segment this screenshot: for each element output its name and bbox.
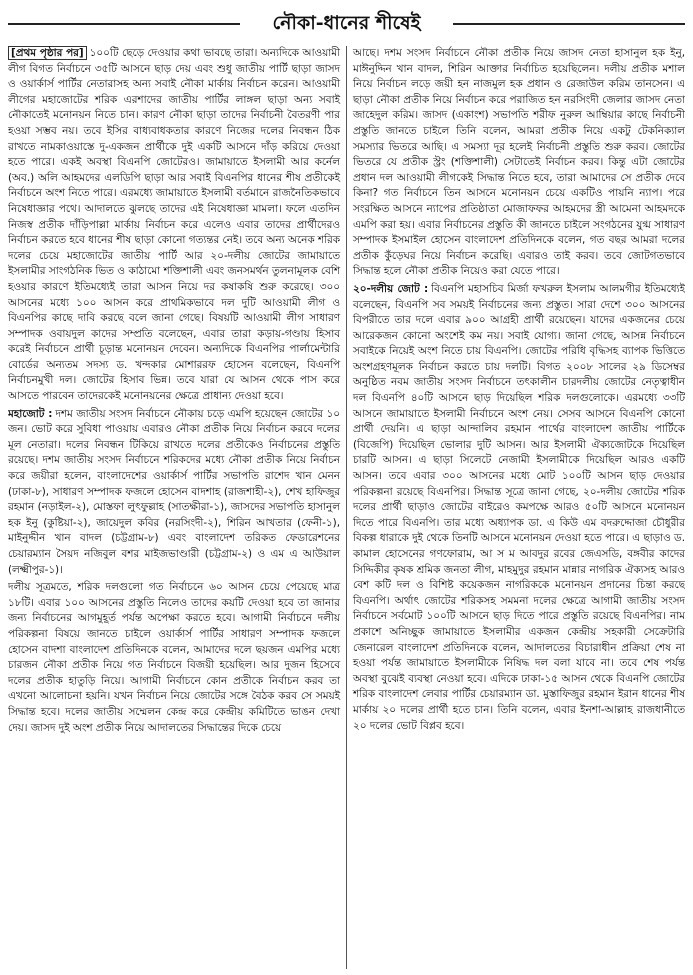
article-column-right	[347, 46, 685, 969]
paragraph-text: দলীয় সূত্রমতে, শরিক দলগুলো গত নির্বাচনে ৬০ আসন চেয়ে পেয়েছে মাত্র ১৮টি। এবার ১০০ আসনের প্রস্তুতি নিলেও তাদের কয়টি দেওয়া হবে তা জানার জন্য নির্বাচনের আগমুহূর্ত পর্যন্ত অপেক্ষা করতে হবে। আগামী নির্বাচনে দলীয় পরিকল্পনা বিষয়ে জানতে চাইলে ওয়ার্কার্স পার্টির সাধারণ সম্পাদক ফজলে হোসেন বাদশা বাংলাদেশ প্রতিদিনকে বলেন, আমাদের দলে ছয়জন এমপির মধ্যে চারজন নৌকা প্রতীক নিয়ে গত নির্বাচনে বিজয়ী হয়েছিল। আর দুজন হিসেবে দলের প্রতীক হাতুড়ি নিয়ে। আগামী নির্বাচনে কোন প্রতীকে নির্বাচন করব তা এখনো আলোচনা হয়নি। যখন নির্বাচন নিয়ে জোটের সঙ্গে বৈঠক করব সে সময়ই সিদ্ধান্ত হবে। দলের জাতীয় সম্মেলন কেন্দ্র করে কেন্দ্রীয় কমিটিতে ভাঙন দেখা দেয়। জাসদ দুই অংশ প্রতীক নিয়ে আদালতের সিদ্ধান্তের দিকে চেয়ে	[8, 581, 340, 734]
section-subhead: ২০-দলীয় জোট :	[353, 282, 429, 295]
paragraph-text: বিএনপি মহাসচিব মির্জা ফখরুল ইসলাম আলমগীর ইতিমধ্যেই বলেছেন, বিএনপি সব সময়ই নির্বাচনের জন্য প্রস্তুত। সারা দেশে ৩০০ আসনের বিপরীতে তার দলে এবার ৯০০ আগ্রহী প্রার্থী রয়েছেন। যাদের একজনের চেয়ে আরেকজন কোনো অংশেই কম নয়। সবাই যোগ্য। জানা গেছে, আসন্ন নির্বাচনে সবাইকে নিয়েই অংশ নিতে চায় বিএনপি। জোটের পরিধি বৃদ্ধিসহ ব্যাপক ভিত্তিতে অংশগ্রহণমূলক নির্বাচন করতে চায় দলটি। বিগত ২০০৮ সালের ২৯ ডিসেম্বর অনুষ্ঠিত নবম জাতীয় সংসদ নির্বাচনে তৎকালীন চারদলীয় জোটের নেতৃত্বাধীন দল বিএনপি ৪০টি আসনে ছাড় দিয়েছিল শরিক দলগুলোকে। এরমধ্যে ৩৩টি আসনে জামায়াতে ইসলামী নির্বাচনে অংশ নেয়। সেসব আসনে বিএনপি কোনো প্রার্থী দেয়নি। এ ছাড়া আন্দালিব রহমান পার্থের বাংলাদেশ জাতীয় পার্টিকে (বিজেপি) দিয়েছিল ভোলার দুটি আসন। আর ইসলামী ঐক্যজোটকে দিয়েছিল চারটি আসন। এ ছাড়া সিলেটে নেজামী ইসলামীকে দিয়েছিল আরও একটি আসন। তবে এবার ৩০০ আসনের মধ্যে মোট ১০০টি আসন ছাড় দেওয়ার পরিকল্পনা রয়েছে বিএনপির। সিদ্ধান্ত সূত্রে জানা গেছে, ২০-দলীয় জোটের শরিক দলের প্রার্থী ছাড়াও জোটের বাইরেও কমপক্ষে আরও ৫০টি আসনে মনোনয়ন দিতে পারে বিএনপি। তার মধ্যে অধ্যাপক ডা. এ কিউ এম বদরুদ্দোজা চৌধুরীর বিকল্প ধারাকে দুই থেকে তিনটি আসনে মনোনয়ন দেওয়া হতে পারে। এ ছাড়াও ড. কামাল হোসেনের গণফোরাম, আ স ম আবদুর রবের জেএসডি, বঙ্গবীর কাদের সিদ্দিকীর কৃষক শ্রমিক জনতা লীগ, মাহমুদুর রহমান মান্নার নাগরিক ঐক্যসহ আরও বেশ কটি দল ও বিশিষ্ট কয়েকজন নাগরিককে মনোনয়ন প্রদানের চিন্তা করছে বিএনপি। অর্থাৎ জোটের শরিকসহ সমমনা দলের ক্ষেত্রে আগামী জাতীয় সংসদ নির্বাচনে সর্বমোট ১০০টি আসনে ছাড় দিতে পারে প্রস্তুতি রয়েছে বিএনপির। নাম প্রকাশে অনিচ্ছুক জামায়াতে ইসলামীর একজন কেন্দ্রীয় সহকারী সেক্রেটারি জেনারেল বাংলাদেশ প্রতিদিনকে বলেন, আদালতের বিচারাধীন প্রক্রিয়া শেষ না হওয়া পর্যন্ত জামায়াতে ইসলামীকে নিষিদ্ধ দল বলা যাবে না। তবে শেষ পর্যন্ত অবস্থা বুঝেই ব্যবস্থা নেওয়া হবে। এদিকে ঢাকা-১৫ আসন থেকে বিএনপি জোটের শরিক বাংলাদেশ লেবার পার্টির চেয়ারম্যান ডা. মুস্তাফিজুর রহমান ইরান ধানের শীষ মার্কায় ২০ দলের প্রার্থী হতে চান। তিনি বলেন, এবার ইনশা-আল্লাহ রাজধানীতে ২০ দলের ভোট বিপ্লব হবে।	[353, 282, 685, 732]
headline-rule-right	[453, 23, 685, 25]
paragraph-text: আছে। দশম সংসদ নির্বাচনে নৌকা প্রতীক নিয়ে জাসদ নেতা হাসানুল হক ইনু, মাঈনুদ্দিন খান বাদল, শিরিন আক্তার নির্বাচিত হয়েছিলেন। দলীয় প্রতীক মশাল নিয়ে নির্বাচন লড়ে জয়ী হন নাজমুল হক প্রধান ও রেজাউল করিম তানসেন। এ ছাড়া নৌকা প্রতীক নিয়ে নির্বাচন করে পরাজিত হন নরসিংদী জেলার জাসদ নেতা জাহেদুল করিম। জাসদ (একাংশ) সভাপতি শরীফ নুরুল আম্বিয়ার কাছে নির্বাচনী প্রস্তুতি জানতে চাইলে তিনি বলেন, আমরা প্রতীক নিয়ে একটু টেকনিক্যাল সমস্যার ভিতরে আছি। এ সমস্যা দূর হলেই নির্বাচনী প্রস্তুতি শুরু করব। জোটের ভিতরে যে প্রতীক স্ট্রং (শক্তিশালী) সেটাতেই নির্বাচন করব। কিন্তু এটা জোটের প্রধান দল আওয়ামী লীগকেই সিদ্ধান্ত নিতে হবে, তারা আমাদের সে প্রতীক দেবে কিনা? গত নির্বাচনে তিন আসনে মনোনয়ন চেয়ে একটিও পায়নি ন্যাপ। পরে সংরক্ষিত আসনে ন্যাপের প্রতিষ্ঠাতা মোজাফফর আহমদের স্ত্রী আমেনা আহমদকে এমপি করা হয়। এবার নির্বাচনের প্রস্তুতি কী জানতে চাইলে সংগঠনের যুগ্ম সাধারণ সম্পাদক ইসমাইল হোসেন বাংলাদেশ প্রতিদিনকে বলেন, গত বছর আমরা দলের প্রতীক কুঁড়েঘর নিয়ে নির্বাচন করেছি। এবারও তাই করব। তবে জোটগতভাবে সিদ্ধান্ত হলে নৌকা প্রতীক নিয়েও করা যেতে পারে।	[353, 47, 685, 278]
headline-rule-left	[8, 23, 240, 25]
paragraph-text: দশম জাতীয় সংসদ নির্বাচনে নৌকায় চড়ে এমপি হয়েছেন জোটের ১০ জন। ভোট করে সুবিধা পাওয়ায় এবারও নৌকা প্রতীক নিয়ে নির্বাচন করবে দলের মূল নেতারা। দলের নিবন্ধন টিকিয়ে রাখতে দলের প্রতীকেও নির্বাচনের প্রস্তুতি রয়েছে। দশম জাতীয় সংসদ নির্বাচনে শরিকদের মধ্যে নৌকা প্রতীক নিয়ে নির্বাচন করে জয়ীরা হলেন, বাংলাদেশের ওয়ার্কার্স পার্টির সভাপতি রাশেদ খান মেনন (ঢাকা-৮), সাধারণ সম্পাদক ফজলে হোসেন বাদশাহ (রাজশাহী-২), শেখ হাফিজুর রহমান (নড়াইল-২), মোস্তফা লুৎফুল্লাহ (সাতক্ষীরা-১), জাসদের সভাপতি হাসানুল হক ইনু (কুষ্টিয়া-২), জায়েদুল কবির (নরসিংদী-২), শিরিন আখতার (ফেনী-১), মাইনুদ্দীন খান বাদল (চট্টগ্রাম-৮) এবং বাংলাদেশ তরিকত ফেডারেশনের চেয়ারম্যান সৈয়দ নজিবুল বশর মাইজভাণ্ডারী (চট্টগ্রাম-২) ও এম এ আউয়াল (লক্ষ্মীপুর-১)।	[8, 407, 340, 576]
paragraph	[353, 282, 685, 734]
paragraph	[353, 46, 685, 280]
headline-bar	[8, 6, 685, 40]
headline: নৌকা-ধানের শীষেই	[272, 12, 421, 34]
continued-from-kicker: [প্রথম পৃষ্ঠার পর]	[8, 46, 87, 60]
article-column-left	[8, 46, 346, 969]
section-subhead: মহাজোট :	[8, 407, 53, 420]
paragraph	[8, 407, 340, 579]
article-body	[8, 46, 685, 969]
paragraph-text: ১০০টি ছেড়ে দেওয়ার কথা ভাবছে তারা। অন্যদিকে আওয়ামী লীগ বিগত নির্বাচনে ৩৫টি আসনে ছাড় দেয় এবং শুধু জাতীয় পার্টি ছাড়া জাসদ ও ওয়ার্কার্স পার্টির নেতারাসহ অন্য সবাই নৌকা মার্কায় নির্বাচন করেন। আওয়ামী লীগের মহাজোটের শরিক এরশাদের জাতীয় পার্টির লাঙ্গল ছাড়া অন্য সবাই নৌকাতেই মনোনয়ন নিতে চান। কারণ নৌকা ছাড়া তাদের নির্বাচনী বৈতরণী পার হওয়া সম্ভব নয়। তবে ইসির বাধ্যবাধকতার কারণে নিজের দলের নিবন্ধন ঠিক রাখতে নামকাওয়াস্তে দু-একজন প্রার্থীকে দুই একটি আসনে দাঁড় করিয়ে দেওয়া হতে পারে। একই অবস্থা বিএনপি জোটেরও। জামায়াতে ইসলামী আর কর্নেল (অব.) অলি আহমদের এলডিপি ছাড়া আর সবাই বিএনপির ধানের শীষ প্রতীকেই নির্বাচনে অংশ নিতে পারে। এরমধ্যে জামায়াতে ইসলামী বর্তমানে রাজনৈতিকভাবে নিষেধাজ্ঞার পথে। আদালতে ঝুলছে তাদের এই নিষেধাজ্ঞা মামলা। ফলে এতদিন নিজস্ব প্রতীক দাঁড়িপাল্লা মার্কায় নির্বাচন করে এলেও এবার তাদের প্রার্থীদেরও নির্বাচন করতে হবে ধানের শীষ ছাড়া কোনো গত্যন্তর নেই। তবে অন্য অনেক শরিক দলের চেয়ে মহাজোটের জাতীয় পার্টি আর ২০-দলীয় জোটের জামায়াতে ইসলামীর সাংগঠনিক ভিত ও কাঠামো শক্তিশালী এবং জনসমর্থন তুলনামূলক বেশি হওয়ার কারণে ইতিমধ্যেই তারা আসন নিয়ে দর কষাকষি শুরু করেছে। ৩০০ আসনের মধ্যে ১০০ আসন করে প্রাথমিকভাবে দল দুটি আওয়ামী লীগ ও বিএনপির কাছে দাবি করছে বলে জানা গেছে। বিষয়টি আওয়ামী লীগ সাধারণ সম্পাদক ওবায়দুল কাদের সম্প্রতি বলেছেন, এবার তারা কড়ায়-গণ্ডায় হিসাব করেই নির্বাচনে প্রার্থী চূড়ান্ত মনোনয়ন দেবেন। অন্যদিকে বিএনপির পার্লামেন্টারি বোর্ডের অন্যতম সদস্য ড. খন্দকার মোশাররফ হোসেন বলেছেন, বিএনপি নির্বাচনমুখী দল। জোটের হিসাব ভিন্ন। তবে যারা যে আসন থেকে পাস করে আসতে পারবেন তাদেরকেই মনোনয়নের ক্ষেত্রে প্রাধান্য দেওয়া হবে।	[8, 47, 341, 403]
paragraph	[8, 46, 340, 405]
paragraph	[8, 580, 340, 736]
